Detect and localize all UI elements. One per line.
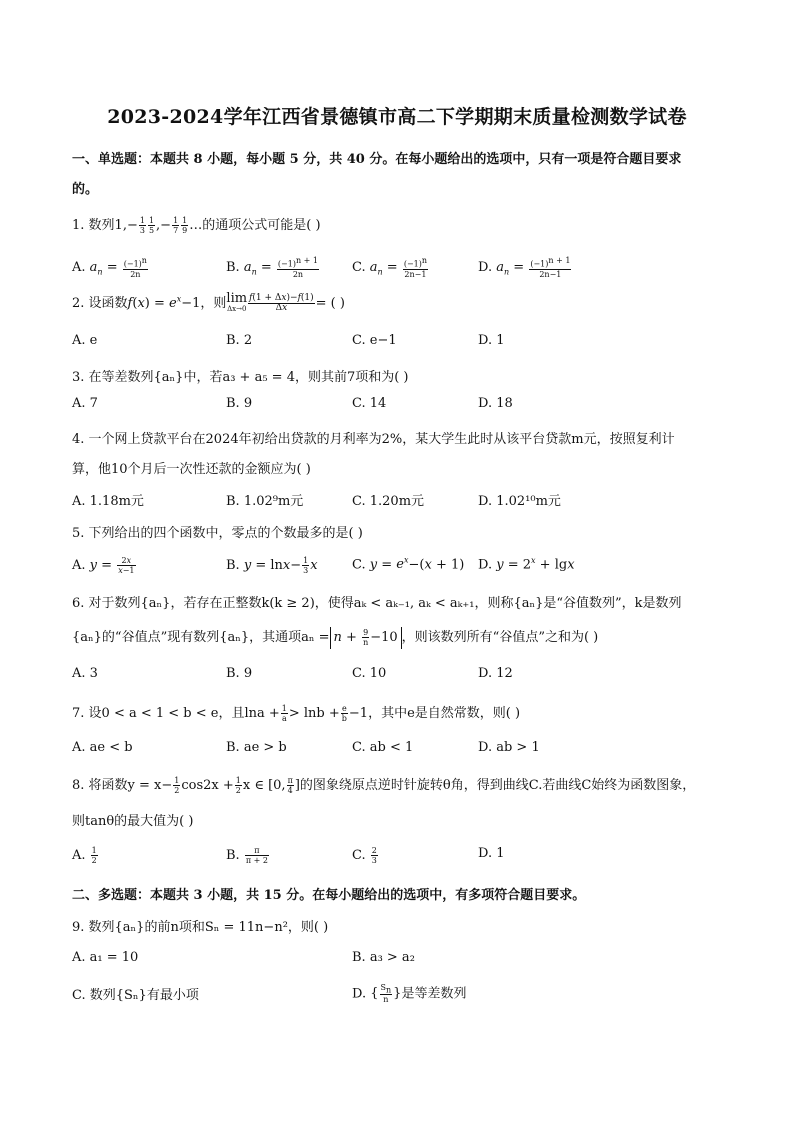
question-3: 3. 在等差数列{aₙ}中，若a₃ + a₅ = 4，则其前7项和为( ) bbox=[72, 370, 409, 385]
q7-option-d[interactable]: D. ab > 1 bbox=[478, 740, 540, 755]
q4-option-a[interactable]: A. 1.18m元 bbox=[72, 494, 144, 509]
q8-option-d[interactable]: D. 1 bbox=[478, 846, 505, 861]
page-title: 2023-2024学年江西省景德镇市高二下学期期末质量检测数学试卷 bbox=[107, 106, 687, 128]
q1-option-d[interactable]: D. $a_n$ = $\frac{(-1)^{n + 1}}{2n-1}$ bbox=[478, 256, 571, 279]
q1-option-b[interactable]: B. $a_n$ = $\frac{(-1)^{n + 1}}{2n}$ bbox=[226, 256, 318, 279]
question-7: 7. 设0 < a < 1 < b < e，且lna + $\frac{1}{a}$ > lnb + $\frac{e}{b}$ −1，其中e是自然常数，则( ) bbox=[72, 704, 521, 723]
question-2: 2. 设函数$f(x) = e^x-1$，则lim Δx→0 $\frac{f(1 + \Delta x)-f(1)}{\Delta x}$ = ( ) bbox=[72, 290, 345, 313]
q3-option-a[interactable]: A. 7 bbox=[72, 396, 98, 411]
question-6-line-1: 6. 对于数列{aₙ}，若存在正整数k(k ≥ 2)，使得aₖ < aₖ₋₁, aₖ < aₖ₊₁，则称{aₙ}是“谷值数列”，k是数列 bbox=[72, 596, 682, 611]
question-5: 5. 下列给出的四个函数中，零点的个数最多的是( ) bbox=[72, 526, 363, 541]
q1-option-c[interactable]: C. $a_n$ = $\frac{(-1)^n}{2n-1}$ bbox=[352, 256, 428, 279]
question-8-line-2: 则tanθ的最大值为( ) bbox=[72, 814, 194, 829]
q8-option-c[interactable]: C. $\frac{2}{3}$ bbox=[352, 846, 377, 865]
question-9: 9. 数列{aₙ}的前n项和Sₙ = 11n−n²，则( ) bbox=[72, 920, 329, 935]
q1-option-a[interactable]: A. $a_n$ = $\frac{(-1)^n}{2n}$ bbox=[72, 256, 147, 279]
q6-option-c[interactable]: C. 10 bbox=[352, 666, 387, 681]
q6-option-b[interactable]: B. 9 bbox=[226, 666, 253, 681]
question-6-line-2: {aₙ}的“谷值点”现有数列{aₙ}，其通项aₙ = n + $\frac{9}{n}$ −10 ，则该数列所有“谷值点”之和为( ) bbox=[72, 627, 599, 647]
section-1-heading: 一、单选题：本题共 8 小题，每小题 5 分，共 40 分。在每小题给出的选项中，只有一项是符合题目要求 bbox=[72, 152, 682, 167]
q3-option-c[interactable]: C. 14 bbox=[352, 396, 387, 411]
q2-option-a[interactable]: A. e bbox=[72, 333, 98, 348]
q5-option-a[interactable]: A. y = $\frac{2x}{x-1}$ bbox=[72, 556, 135, 575]
q4-option-b[interactable]: B. 1.02⁹m元 bbox=[226, 494, 304, 509]
q5-option-b[interactable]: B. y = lnx− $\frac{1}{3}$ x bbox=[226, 556, 318, 575]
q9-option-c[interactable]: C. 数列{Sₙ}有最小项 bbox=[72, 988, 199, 1003]
question-8-line-1: 8. 将函数y = x− $\frac{1}{2}$ cos2x + $\frac{1}{2}$ x ∈ [0, $\frac{\pi}{4}$ ]的图象绕原点逆时针旋转θ角，得到曲线C.若曲线C始终为函数图象， bbox=[72, 776, 696, 795]
question-1: 1. 数列1,− $\frac{1}{3}$ $\frac{1}{5}$ ,− $\frac{1}{7}$ $\frac{1}{9}$ …的通项公式可能是( ) bbox=[72, 216, 321, 235]
question-4-line-1: 4. 一个网上贷款平台在2024年初给出贷款的月利率为2%，某大学生此时从该平台贷款m元，按照复利计 bbox=[72, 432, 675, 447]
q2-option-d[interactable]: D. 1 bbox=[478, 333, 505, 348]
q5-option-c[interactable]: C. $y = e^x-(x + 1)$ bbox=[352, 556, 465, 573]
section-2-heading: 二、多选题：本题共 3 小题，共 15 分。在每小题给出的选项中，有多项符合题目要求。 bbox=[72, 888, 586, 903]
q7-option-b[interactable]: B. ae > b bbox=[226, 740, 287, 755]
q4-option-c[interactable]: C. 1.20m元 bbox=[352, 494, 425, 509]
question-4-line-2: 算，他10个月后一次性还款的金额应为( ) bbox=[72, 462, 311, 477]
q9-option-d[interactable]: D. { $\frac{S_n}{n}$ }是等差数列 bbox=[352, 982, 467, 1005]
q9-option-b[interactable]: B. a₃ > a₂ bbox=[352, 950, 415, 965]
q3-option-d[interactable]: D. 18 bbox=[478, 396, 513, 411]
q9-option-a[interactable]: A. a₁ = 10 bbox=[72, 950, 139, 965]
q3-option-b[interactable]: B. 9 bbox=[226, 396, 253, 411]
q2-option-b[interactable]: B. 2 bbox=[226, 333, 253, 348]
q9-option-d-text: 是等差数列 bbox=[401, 986, 467, 1002]
q5-option-d[interactable]: D. $y = 2^x + \lg x$ bbox=[478, 556, 575, 573]
q8-option-b[interactable]: B. $\frac{\pi}{\pi + 2}$ bbox=[226, 846, 268, 865]
section-1-heading-cont: 的。 bbox=[72, 182, 99, 197]
q6-option-d[interactable]: D. 12 bbox=[478, 666, 513, 681]
q6-option-a[interactable]: A. 3 bbox=[72, 666, 98, 681]
q2-option-c[interactable]: C. e−1 bbox=[352, 333, 397, 348]
q4-option-d[interactable]: D. 1.02¹⁰m元 bbox=[478, 494, 561, 509]
q7-option-a[interactable]: A. ae < b bbox=[72, 740, 133, 755]
q8-option-a[interactable]: A. $\frac{1}{2}$ bbox=[72, 846, 97, 865]
q7-option-c[interactable]: C. ab < 1 bbox=[352, 740, 414, 755]
